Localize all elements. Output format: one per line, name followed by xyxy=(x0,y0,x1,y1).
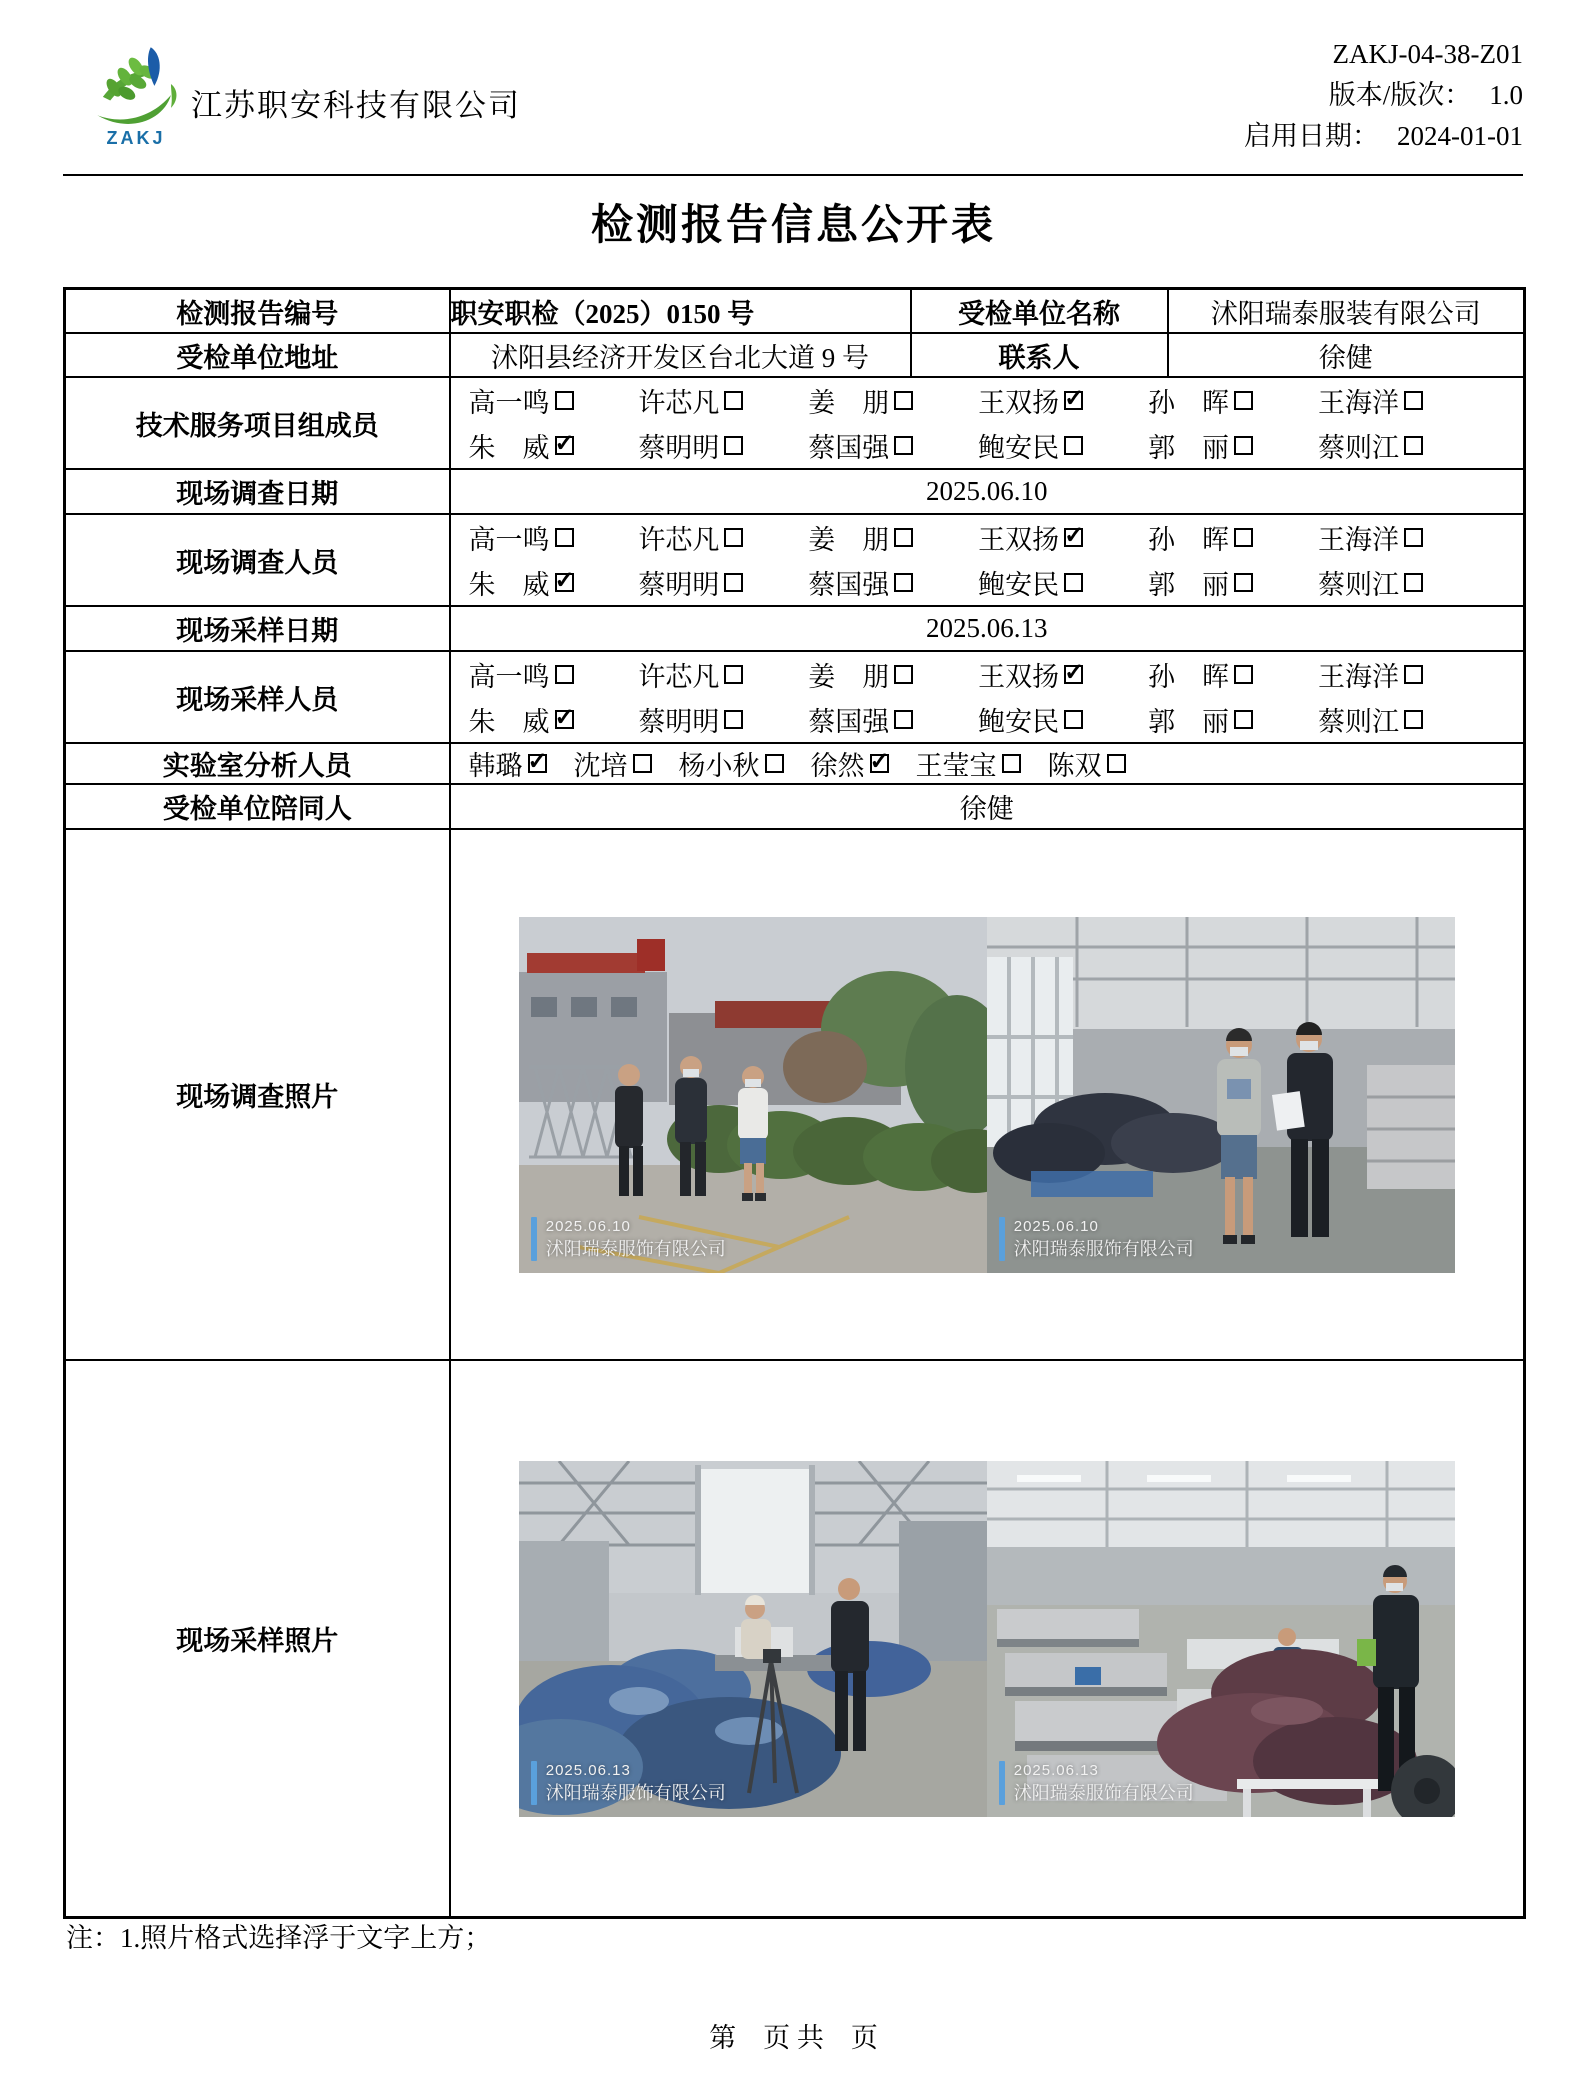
watermark-date: 2025.06.10 xyxy=(1013,1217,1099,1235)
staff-member xyxy=(469,518,574,557)
staff-member xyxy=(1148,563,1253,602)
staff-member xyxy=(811,744,889,783)
survey-date-value: 2025.06.10 xyxy=(450,469,1525,514)
staff-member xyxy=(638,563,743,602)
checkbox-unchecked[interactable] xyxy=(1234,391,1253,410)
staff-member-name: 姜 朋 xyxy=(808,662,890,692)
staff-member-name: 王双扬 xyxy=(978,525,1060,555)
checkbox-checked[interactable] xyxy=(870,754,889,773)
staff-line xyxy=(451,744,1524,783)
staff-member-name: 蔡明明 xyxy=(638,707,720,737)
checkbox-unchecked[interactable] xyxy=(724,665,743,684)
staff-member-name: 王海洋 xyxy=(1317,662,1399,692)
staff-member-name: 杨小秋 xyxy=(678,751,760,781)
table-row xyxy=(65,606,1525,651)
accompany-label: 受检单位陪同人 xyxy=(65,784,450,829)
staff-member-name: 许芯凡 xyxy=(638,525,720,555)
staff-member-name: 王莹宝 xyxy=(915,751,997,781)
unit-name-value: 沭阳瑞泰服装有限公司 xyxy=(1168,289,1525,334)
staff-member-name: 陈双 xyxy=(1047,751,1102,781)
staff-member-name: 王双扬 xyxy=(978,388,1060,418)
sampling-staff-cell xyxy=(450,651,1525,743)
watermark-bar xyxy=(531,1761,537,1805)
staff-member xyxy=(1318,700,1423,739)
sampling-photo-denim xyxy=(519,1461,987,1817)
report-no-label: 检测报告编号 xyxy=(65,289,450,334)
enable-date-label: 启用日期： xyxy=(1244,121,1380,151)
staff-member xyxy=(916,744,1021,783)
staff-member-name: 徐然 xyxy=(810,751,865,781)
staff-member xyxy=(808,655,913,694)
report-no-value: 职安职检（2025）0150 号 xyxy=(450,289,911,334)
staff-member-name: 蔡则江 xyxy=(1317,433,1399,463)
staff-member-name: 高一鸣 xyxy=(468,388,550,418)
footnote: 注：1.照片格式选择浮于文字上方； xyxy=(66,1923,492,1953)
checkbox-unchecked[interactable] xyxy=(555,665,574,684)
sampling-photo-cell xyxy=(450,1360,1525,1918)
company-name: 江苏职安科技有限公司 xyxy=(191,88,521,123)
checkbox-unchecked[interactable] xyxy=(1404,573,1423,592)
checkbox-checked[interactable] xyxy=(555,436,574,455)
staff-member xyxy=(978,518,1083,557)
checkbox-unchecked[interactable] xyxy=(1234,528,1253,547)
staff-line xyxy=(451,515,1524,560)
staff-member xyxy=(1148,700,1253,739)
logo-block xyxy=(81,36,191,149)
table-row xyxy=(65,377,1525,469)
staff-member xyxy=(638,518,743,557)
photo-watermark xyxy=(531,1217,726,1261)
checkbox-unchecked[interactable] xyxy=(1404,436,1423,455)
staff-member xyxy=(1318,518,1423,557)
table-row xyxy=(65,289,1525,334)
survey-photo-entrance xyxy=(519,917,987,1273)
staff-member xyxy=(638,655,743,694)
staff-member-name: 蔡国强 xyxy=(808,707,890,737)
survey-staff-cell xyxy=(450,514,1525,606)
checkbox-unchecked[interactable] xyxy=(765,754,784,773)
staff-member-name: 许芯凡 xyxy=(638,388,720,418)
staff-member-name: 蔡明明 xyxy=(638,570,720,600)
staff-member-name: 沈培 xyxy=(573,751,628,781)
staff-member xyxy=(978,563,1083,602)
survey-photo-cell xyxy=(450,829,1525,1360)
table-row xyxy=(65,469,1525,514)
table-row xyxy=(65,333,1525,377)
staff-member xyxy=(978,655,1083,694)
checkbox-unchecked[interactable] xyxy=(1404,528,1423,547)
table-row xyxy=(65,651,1525,743)
sampling-staff-label: 现场采样人员 xyxy=(65,651,450,743)
staff-member-name: 孙 晖 xyxy=(1148,662,1230,692)
photo-watermark xyxy=(999,1761,1194,1805)
table-row xyxy=(65,829,1525,1360)
checkbox-unchecked[interactable] xyxy=(724,436,743,455)
checkbox-checked[interactable] xyxy=(1064,528,1083,547)
doc-meta-block xyxy=(1244,34,1523,157)
staff-member xyxy=(469,426,574,465)
checkbox-unchecked[interactable] xyxy=(633,754,652,773)
staff-member-name: 姜 朋 xyxy=(808,388,890,418)
checkbox-checked[interactable] xyxy=(1064,391,1083,410)
staff-member-name: 王海洋 xyxy=(1317,388,1399,418)
survey-photo-workshop xyxy=(987,917,1455,1273)
checkbox-unchecked[interactable] xyxy=(1404,391,1423,410)
checkbox-unchecked[interactable] xyxy=(1107,754,1126,773)
staff-member xyxy=(1318,381,1423,420)
doc-code: ZAKJ-04-38-Z01 xyxy=(1332,39,1523,69)
watermark-company: 沭阳瑞泰服饰有限公司 xyxy=(1013,1238,1194,1259)
staff-member xyxy=(469,744,547,783)
table-row xyxy=(65,743,1525,784)
checkbox-unchecked[interactable] xyxy=(1064,573,1083,592)
page-header xyxy=(63,28,1523,176)
staff-line xyxy=(451,423,1524,468)
checkbox-unchecked[interactable] xyxy=(555,391,574,410)
watermark-company: 沭阳瑞泰服饰有限公司 xyxy=(1013,1782,1194,1803)
checkbox-unchecked[interactable] xyxy=(1234,436,1253,455)
checkbox-unchecked[interactable] xyxy=(894,436,913,455)
checkbox-unchecked[interactable] xyxy=(1234,665,1253,684)
staff-line xyxy=(451,697,1524,742)
accompany-value: 徐健 xyxy=(450,784,1525,829)
watermark-date: 2025.06.13 xyxy=(545,1761,631,1779)
info-table xyxy=(63,287,1526,1919)
staff-member-name: 韩璐 xyxy=(468,751,523,781)
staff-member-name: 蔡则江 xyxy=(1317,707,1399,737)
sampling-photo-sewing xyxy=(987,1461,1455,1817)
checkbox-checked[interactable] xyxy=(555,573,574,592)
staff-member-name: 郭 丽 xyxy=(1148,707,1230,737)
logo-text: ZAKJ xyxy=(106,128,166,148)
sampling-date-value: 2025.06.13 xyxy=(450,606,1525,651)
team-members-cell xyxy=(450,377,1525,469)
staff-member-name: 姜 朋 xyxy=(808,525,890,555)
staff-member xyxy=(469,700,574,739)
staff-member xyxy=(1318,426,1423,465)
photo-watermark xyxy=(999,1217,1194,1261)
staff-line xyxy=(451,560,1524,605)
watermark-company: 沭阳瑞泰服饰有限公司 xyxy=(545,1238,726,1259)
staff-member xyxy=(638,700,743,739)
table-row xyxy=(65,514,1525,606)
unit-name-label: 受检单位名称 xyxy=(911,289,1168,334)
contact-value: 徐健 xyxy=(1168,333,1525,377)
staff-member xyxy=(808,518,913,557)
enable-date-value: 2024-01-01 xyxy=(1397,121,1523,151)
survey-staff-label: 现场调查人员 xyxy=(65,514,450,606)
staff-member-name: 郭 丽 xyxy=(1148,433,1230,463)
watermark-bar xyxy=(999,1761,1005,1805)
doc-date-line xyxy=(1244,116,1523,157)
version-label: 版本/版次： xyxy=(1328,80,1472,110)
watermark-bar xyxy=(999,1217,1005,1261)
staff-member-name: 孙 晖 xyxy=(1148,388,1230,418)
staff-member xyxy=(978,426,1083,465)
staff-member xyxy=(808,426,913,465)
staff-member-name: 孙 晖 xyxy=(1148,525,1230,555)
contact-label: 联系人 xyxy=(911,333,1168,377)
staff-member xyxy=(808,563,913,602)
checkbox-checked[interactable] xyxy=(528,754,547,773)
staff-member xyxy=(1148,655,1253,694)
staff-member-name: 朱 威 xyxy=(468,707,550,737)
lab-staff-label: 实验室分析人员 xyxy=(65,743,450,784)
staff-member-name: 王双扬 xyxy=(978,662,1060,692)
staff-member-name: 蔡则江 xyxy=(1317,570,1399,600)
survey-date-label: 现场调查日期 xyxy=(65,469,450,514)
unit-addr-label: 受检单位地址 xyxy=(65,333,450,377)
staff-member xyxy=(1318,655,1423,694)
watermark-bar xyxy=(531,1217,537,1261)
checkbox-unchecked[interactable] xyxy=(724,391,743,410)
sampling-date-label: 现场采样日期 xyxy=(65,606,450,651)
staff-member-name: 蔡国强 xyxy=(808,433,890,463)
checkbox-unchecked[interactable] xyxy=(894,710,913,729)
staff-member xyxy=(638,381,743,420)
photo-watermark xyxy=(531,1761,726,1805)
watermark-company: 沭阳瑞泰服饰有限公司 xyxy=(545,1782,726,1803)
checkbox-unchecked[interactable] xyxy=(1404,710,1423,729)
staff-member xyxy=(1148,518,1253,557)
table-row xyxy=(65,1360,1525,1918)
checkbox-unchecked[interactable] xyxy=(724,573,743,592)
staff-member-name: 朱 威 xyxy=(468,570,550,600)
staff-member xyxy=(1318,563,1423,602)
checkbox-unchecked[interactable] xyxy=(1002,754,1021,773)
form-title: 检测报告信息公开表 xyxy=(590,203,996,249)
staff-line xyxy=(451,652,1524,697)
unit-addr-value: 沭阳县经济开发区台北大道 9 号 xyxy=(450,333,911,377)
staff-member-name: 王海洋 xyxy=(1317,525,1399,555)
staff-member xyxy=(1148,381,1253,420)
checkbox-checked[interactable] xyxy=(1064,665,1083,684)
staff-member xyxy=(574,744,652,783)
checkbox-unchecked[interactable] xyxy=(724,710,743,729)
checkbox-unchecked[interactable] xyxy=(1234,573,1253,592)
staff-member-name: 蔡国强 xyxy=(808,570,890,600)
staff-member xyxy=(1148,426,1253,465)
version-value: 1.0 xyxy=(1489,80,1523,110)
page-footer: 第 页 共 页 xyxy=(709,2023,878,2053)
staff-member xyxy=(978,381,1083,420)
checkbox-unchecked[interactable] xyxy=(894,573,913,592)
staff-member-name: 郭 丽 xyxy=(1148,570,1230,600)
watermark-date: 2025.06.13 xyxy=(1013,1761,1099,1779)
team-label: 技术服务项目组成员 xyxy=(65,377,450,469)
staff-member xyxy=(469,655,574,694)
doc-version-line xyxy=(1244,75,1523,116)
staff-member xyxy=(679,744,784,783)
staff-member-name: 鲍安民 xyxy=(978,570,1060,600)
staff-member xyxy=(978,700,1083,739)
staff-member xyxy=(469,381,574,420)
staff-member-name: 蔡明明 xyxy=(638,433,720,463)
staff-member-name: 鲍安民 xyxy=(978,707,1060,737)
checkbox-unchecked[interactable] xyxy=(894,665,913,684)
sampling-photo-label: 现场采样照片 xyxy=(65,1360,450,1918)
staff-member-name: 高一鸣 xyxy=(468,662,550,692)
checkbox-unchecked[interactable] xyxy=(894,528,913,547)
lab-staff-cell xyxy=(450,743,1525,784)
staff-member-name: 高一鸣 xyxy=(468,525,550,555)
staff-member xyxy=(1048,744,1126,783)
checkbox-unchecked[interactable] xyxy=(1064,710,1083,729)
staff-member xyxy=(808,381,913,420)
checkbox-unchecked[interactable] xyxy=(1064,436,1083,455)
checkbox-checked[interactable] xyxy=(555,710,574,729)
staff-member-name: 朱 威 xyxy=(468,433,550,463)
company-logo-icon xyxy=(90,36,182,132)
staff-member-name: 鲍安民 xyxy=(978,433,1060,463)
staff-member xyxy=(808,700,913,739)
watermark-date: 2025.06.10 xyxy=(545,1217,631,1235)
checkbox-unchecked[interactable] xyxy=(555,528,574,547)
checkbox-unchecked[interactable] xyxy=(894,391,913,410)
checkbox-unchecked[interactable] xyxy=(724,528,743,547)
staff-member xyxy=(469,563,574,602)
checkbox-unchecked[interactable] xyxy=(1234,710,1253,729)
survey-photo-label: 现场调查照片 xyxy=(65,829,450,1360)
staff-member xyxy=(638,426,743,465)
staff-member-name: 许芯凡 xyxy=(638,662,720,692)
checkbox-unchecked[interactable] xyxy=(1404,665,1423,684)
staff-line xyxy=(451,378,1524,423)
table-row xyxy=(65,784,1525,829)
